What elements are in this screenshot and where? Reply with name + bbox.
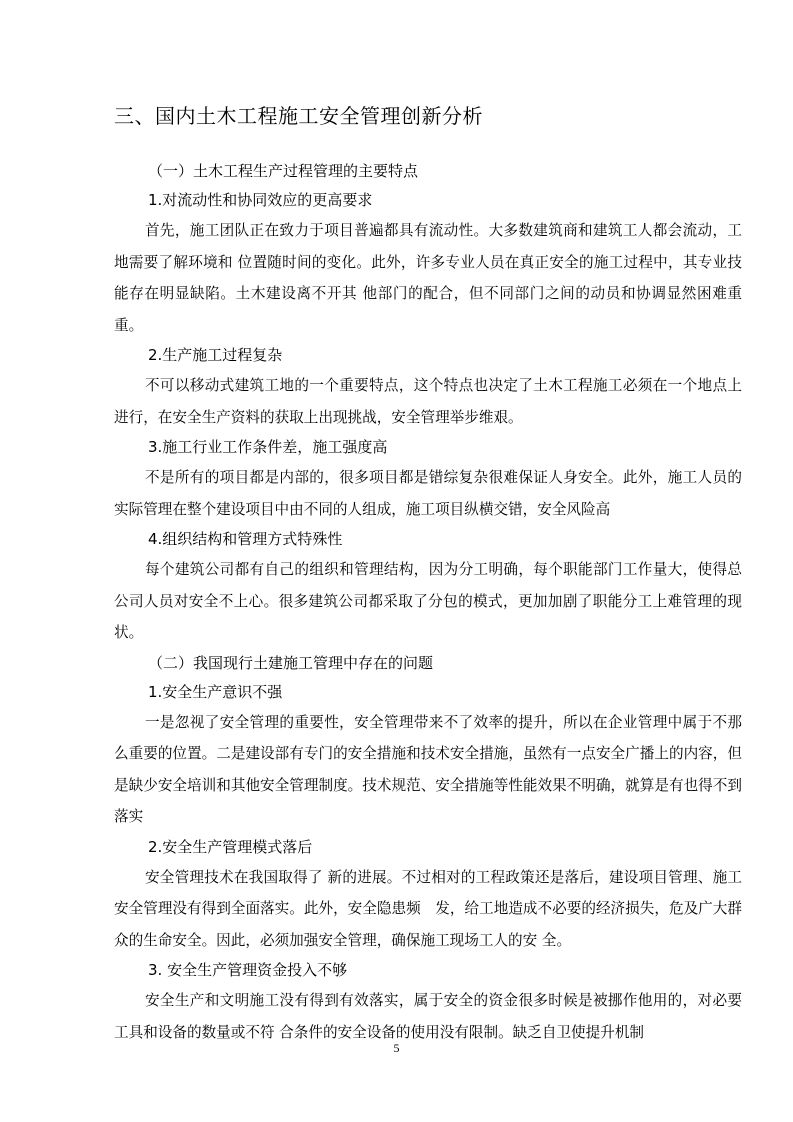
subsection-heading: 2.生产施工过程复杂 xyxy=(148,346,283,364)
page-number: 5 xyxy=(393,1041,400,1055)
section-heading: （二）我国现行土建施工管理中存在的问题 xyxy=(148,653,434,672)
chapter-title: 三、国内土木工程施工安全管理创新分析 xyxy=(114,104,483,128)
subsection-heading: 1.对流动性和协同效应的更高要求 xyxy=(148,191,373,209)
subsection-heading: 2.安全生产管理模式落后 xyxy=(148,837,313,856)
body-paragraph: 不可以移动式建筑工地的一个重要特点，这个特点也决定了土木工程施工必须在一个地点上进行，在安全生产资料的获取上出现挑战，安全管理举步维艰。 xyxy=(114,377,742,426)
body-paragraph: 一是忽视了安全管理的重要性，安全管理带来不了效率的提升，所以在企业管理中属于不那么重要的位置。二是建设部有专门的安全措施和技术安全措施，虽然有一点安全广播上的内容，但是缺少安全培训和其他安全管理制度。技术规范、安全措施等性能效果不明确，就算是有也得不到落实 xyxy=(114,713,742,825)
body-paragraph: 安全生产和文明施工没有得到有效落实，属于安全的资金很多时候是被挪作他用的，对必要工具和设备的数量或不符 合条件的安全设备的使用没有限制。缺乏自卫使提升机制 xyxy=(114,992,742,1041)
subsection-heading: 4.组织结构和管理方式特殊性 xyxy=(148,530,343,548)
subsection-heading: 1.安全生产意识不强 xyxy=(148,682,283,701)
section-heading: （一）土木工程生产过程管理的主要特点 xyxy=(148,162,419,180)
subsection-heading: 3. 安全生产管理资金投入不够 xyxy=(148,961,348,979)
page-content xyxy=(114,157,742,1048)
body-paragraph: 安全管理技术在我国取得了 新的进展。不过相对的工程政策还是落后，建设项目管理、施工安全管理没有得到全面落实。此外，安全隐患频 发，给工地造成不必要的经济损失，危及广大群众的生命安全。因此，必须加强安全管理，确保施工现场工人的安 全。 xyxy=(114,868,742,949)
subsection-heading: 3.施工行业工作条件差，施工强度高 xyxy=(148,438,388,456)
body-paragraph: 每个建筑公司都有自己的组织和管理结构，因为分工明确，每个职能部门工作量大，使得总公司人员对安全不上心。很多建筑公司都采取了分包的模式，更加加剧了职能分工上难管理的现状。 xyxy=(114,561,742,641)
body-paragraph: 不是所有的项目都是内部的，很多项目都是错综复杂很难保证人身安全。此外，施工人员的实际管理在整个建设项目中由不同的人组成，施工项目纵横交错，安全风险高 xyxy=(114,469,742,518)
body-paragraph: 首先，施工团队正在致力于项目普遍都具有流动性。大多数建筑商和建筑工人都会流动，工地需要了解环境和 位置随时间的变化。此外，许多专业人员在真正安全的施工过程中，其专业技能存在明显缺陷。土木建设离不开其 他部门的配合，但不同部门之间的动员和协调显然困难重重。 xyxy=(114,222,742,334)
